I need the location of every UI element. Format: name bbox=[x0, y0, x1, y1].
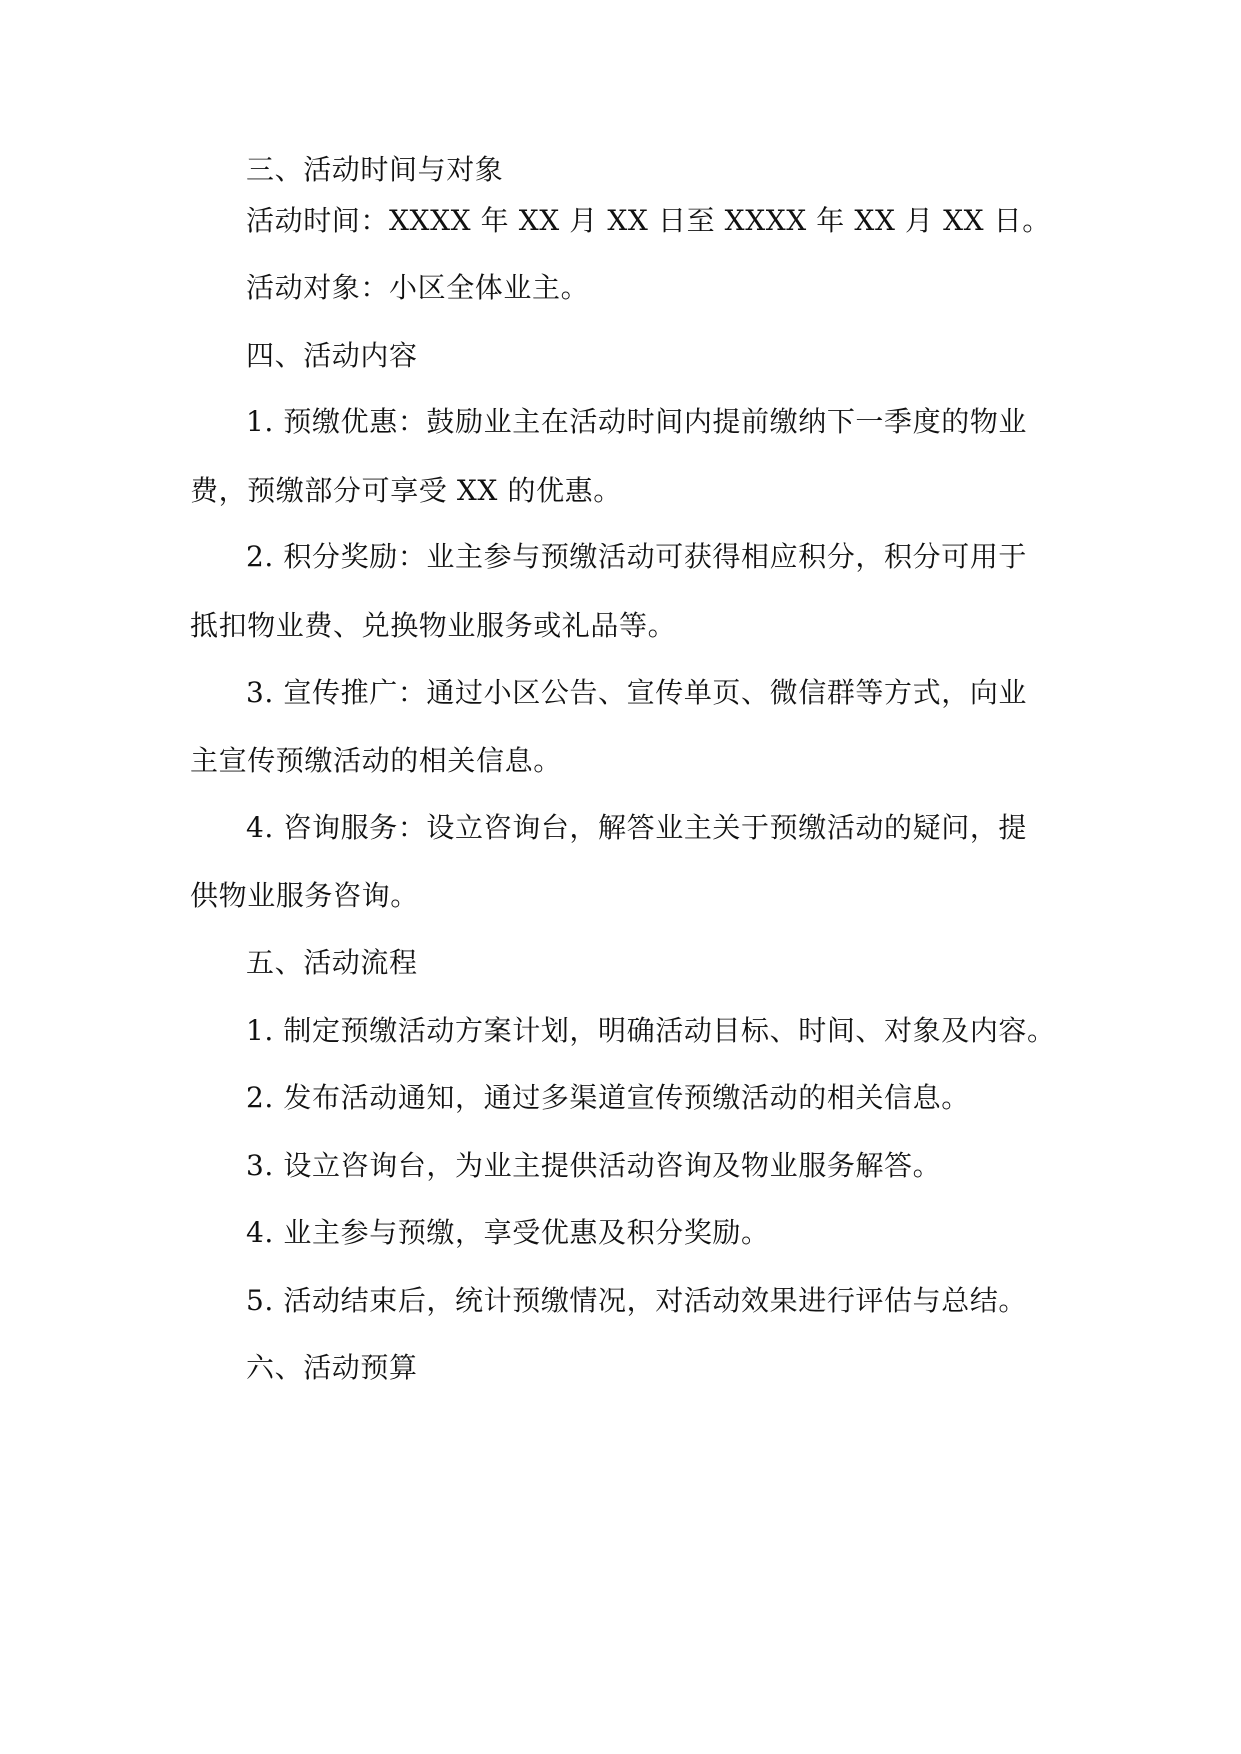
content-item-4-line-1: 4. 咨询服务：设立咨询台，解答业主关于预缴活动的疑问，提 bbox=[246, 811, 1028, 844]
process-step-3: 3. 设立咨询台，为业主提供活动咨询及物业服务解答。 bbox=[246, 1149, 942, 1182]
section-heading-process: 五、活动流程 bbox=[246, 946, 418, 979]
section-heading-time-target: 三、活动时间与对象 bbox=[246, 153, 504, 186]
process-step-5: 5. 活动结束后，统计预缴情况，对活动效果进行评估与总结。 bbox=[246, 1284, 1028, 1317]
content-item-2-line-2: 抵扣物业费、兑换物业服务或礼品等。 bbox=[190, 609, 677, 642]
content-item-1-line-2: 费，预缴部分可享受 XX 的优惠。 bbox=[190, 474, 622, 507]
content-item-3-line-2: 主宣传预缴活动的相关信息。 bbox=[190, 744, 562, 777]
process-step-2: 2. 发布活动通知，通过多渠道宣传预缴活动的相关信息。 bbox=[246, 1081, 970, 1114]
content-item-2-line-1: 2. 积分奖励：业主参与预缴活动可获得相应积分，积分可用于 bbox=[246, 540, 1028, 573]
section-heading-budget: 六、活动预算 bbox=[246, 1351, 418, 1384]
activity-time-text: 活动时间：XXXX 年 XX 月 XX 日至 XXXX 年 XX 月 XX 日。 bbox=[246, 204, 1051, 237]
content-item-1-line-1: 1. 预缴优惠：鼓励业主在活动时间内提前缴纳下一季度的物业 bbox=[246, 405, 1028, 438]
process-step-4: 4. 业主参与预缴，享受优惠及积分奖励。 bbox=[246, 1216, 770, 1249]
section-heading-content: 四、活动内容 bbox=[246, 339, 418, 372]
process-step-1: 1. 制定预缴活动方案计划，明确活动目标、时间、对象及内容。 bbox=[246, 1014, 1056, 1047]
content-item-4-line-2: 供物业服务咨询。 bbox=[190, 879, 419, 912]
activity-target-text: 活动对象：小区全体业主。 bbox=[246, 271, 590, 304]
content-item-3-line-1: 3. 宣传推广：通过小区公告、宣传单页、微信群等方式，向业 bbox=[246, 676, 1028, 709]
